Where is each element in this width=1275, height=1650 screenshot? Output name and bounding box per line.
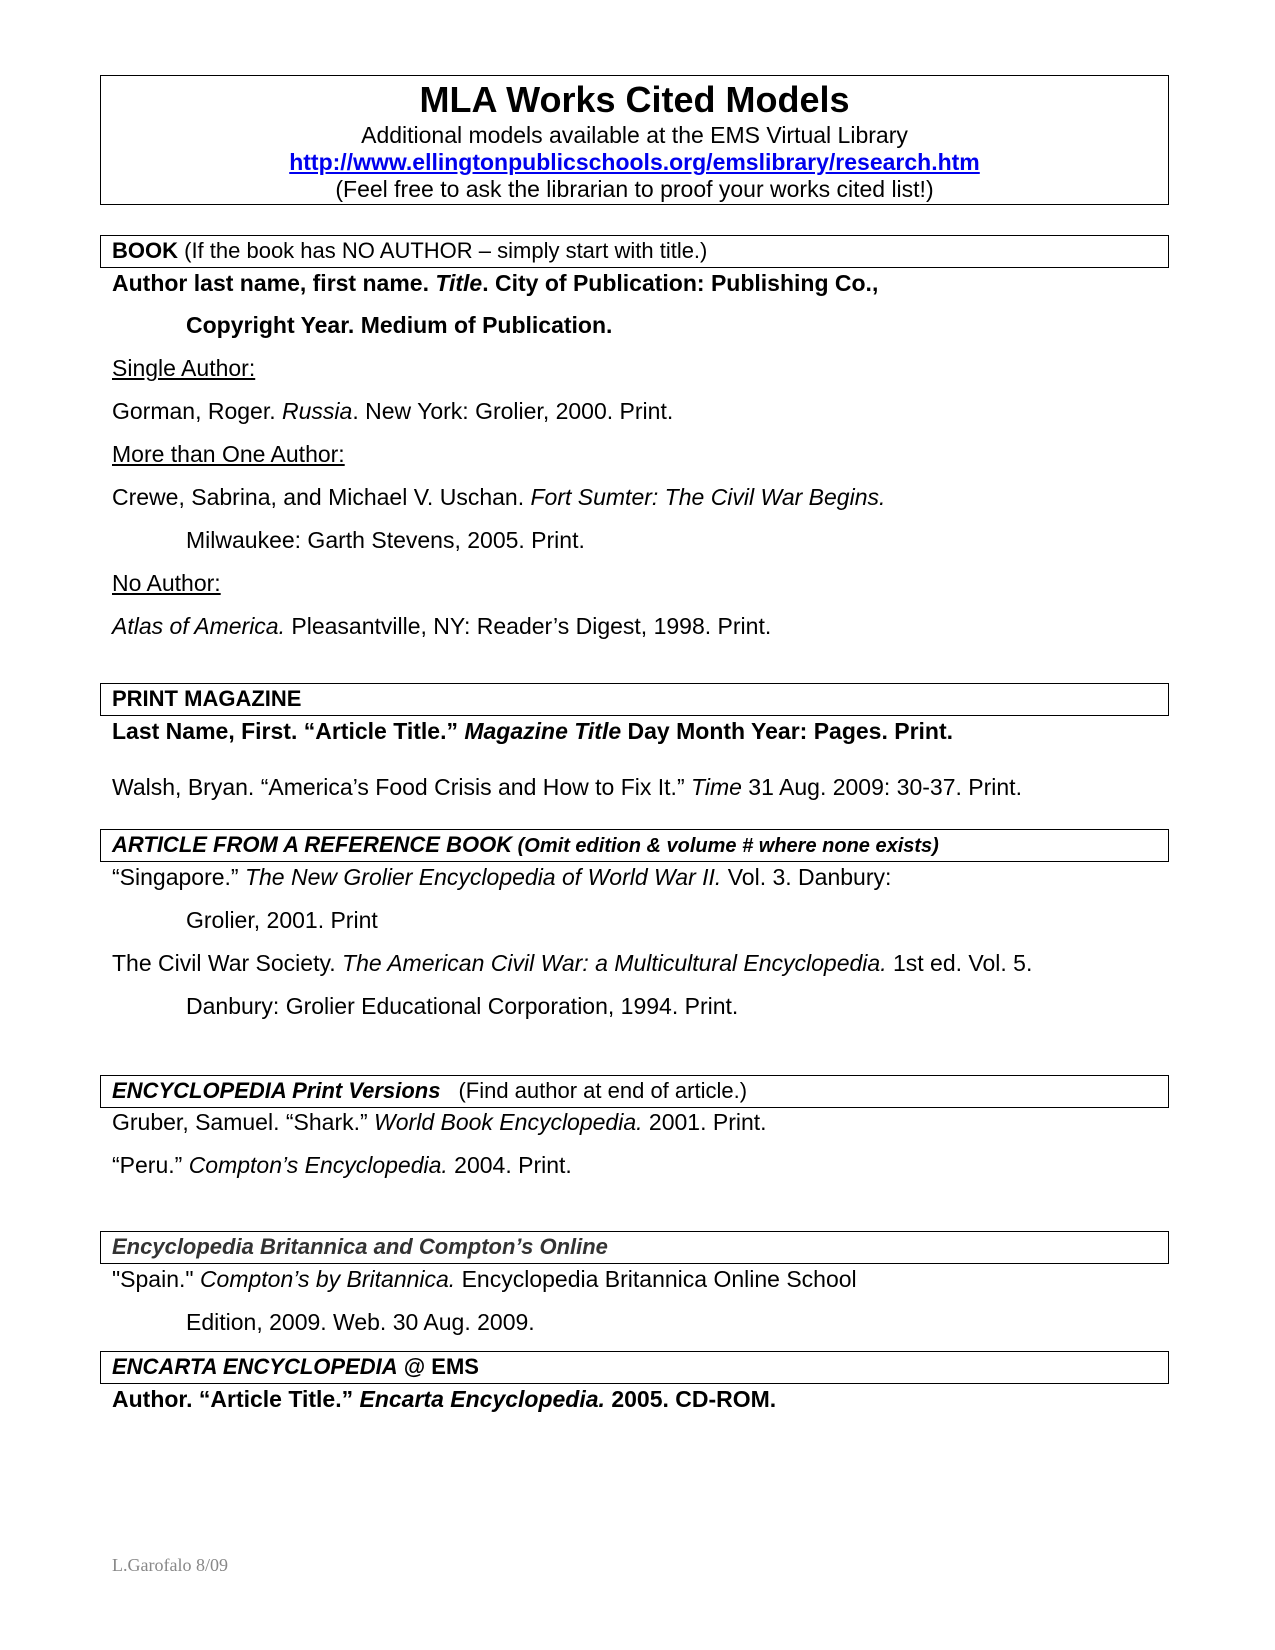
britannica-header: Encyclopedia Britannica and Compton’s Online <box>112 1234 608 1259</box>
reference-example-1: “Singapore.” The New Grolier Encyclopedia of World War II. Vol. 3. Danbury: <box>112 864 892 890</box>
virtual-library-link[interactable]: http://www.ellingtonpublicschools.org/emslibrary/research.htm <box>289 149 980 175</box>
reference-example-2: The Civil War Society. The American Civil War: a Multicultural Encyclopedia. 1st ed. Vol. 5. <box>112 950 1033 976</box>
proof-note: (Feel free to ask the librarian to proof your works cited list!) <box>335 176 934 202</box>
reference-header: ARTICLE FROM A REFERENCE BOOK (Omit edition & volume # where none exists) <box>112 832 939 857</box>
no-author-label: No Author: <box>112 570 221 596</box>
page-title: MLA Works Cited Models <box>419 79 850 120</box>
encyclopedia-example-1: Gruber, Samuel. “Shark.” World Book Encyclopedia. 2001. Print. <box>112 1109 767 1135</box>
footer-credit: L.Garofalo 8/09 <box>112 1555 228 1575</box>
subtitle: Additional models available at the EMS Virtual Library <box>361 122 908 148</box>
magazine-header: PRINT MAGAZINE <box>112 686 302 711</box>
encarta-format: Author. “Article Title.” Encarta Encyclopedia. 2005. CD-ROM. <box>112 1386 777 1412</box>
magazine-example: Walsh, Bryan. “America’s Food Crisis and How to Fix It.” Time 31 Aug. 2009: 30-37. Print. <box>112 774 1022 800</box>
single-author-label: Single Author: <box>112 355 256 381</box>
multi-author-example: Crewe, Sabrina, and Michael V. Uschan. Fort Sumter: The Civil War Begins. <box>112 484 886 510</box>
multi-author-label: More than One Author: <box>112 441 345 467</box>
no-author-example: Atlas of America. Pleasantville, NY: Reader’s Digest, 1998. Print. <box>112 613 772 639</box>
encarta-header: ENCARTA ENCYCLOPEDIA @ EMS <box>112 1354 479 1379</box>
reference-example-1-line2: Grolier, 2001. Print <box>186 907 378 933</box>
single-author-example: Gorman, Roger. Russia. New York: Grolier, 2000. Print. <box>112 398 674 424</box>
encyclopedia-example-2: “Peru.” Compton’s Encyclopedia. 2004. Print. <box>112 1152 572 1178</box>
encyclopedia-header: ENCYCLOPEDIA Print Versions (Find author at end of article.) <box>112 1078 748 1103</box>
britannica-example: "Spain." Compton’s by Britannica. Encyclopedia Britannica Online School <box>112 1266 857 1292</box>
reference-example-2-line2: Danbury: Grolier Educational Corporation, 1994. Print. <box>186 993 739 1019</box>
book-format-line2: Copyright Year. Medium of Publication. <box>186 312 613 338</box>
multi-author-example-line2: Milwaukee: Garth Stevens, 2005. Print. <box>186 527 585 553</box>
book-format-line1: Author last name, first name. Title. City of Publication: Publishing Co., <box>112 270 879 296</box>
magazine-format: Last Name, First. “Article Title.” Magazine Title Day Month Year: Pages. Print. <box>112 718 954 744</box>
book-header: BOOK (If the book has NO AUTHOR – simply start with title.) <box>112 238 708 263</box>
title-box <box>100 75 1169 205</box>
britannica-example-line2: Edition, 2009. Web. 30 Aug. 2009. <box>186 1309 535 1335</box>
